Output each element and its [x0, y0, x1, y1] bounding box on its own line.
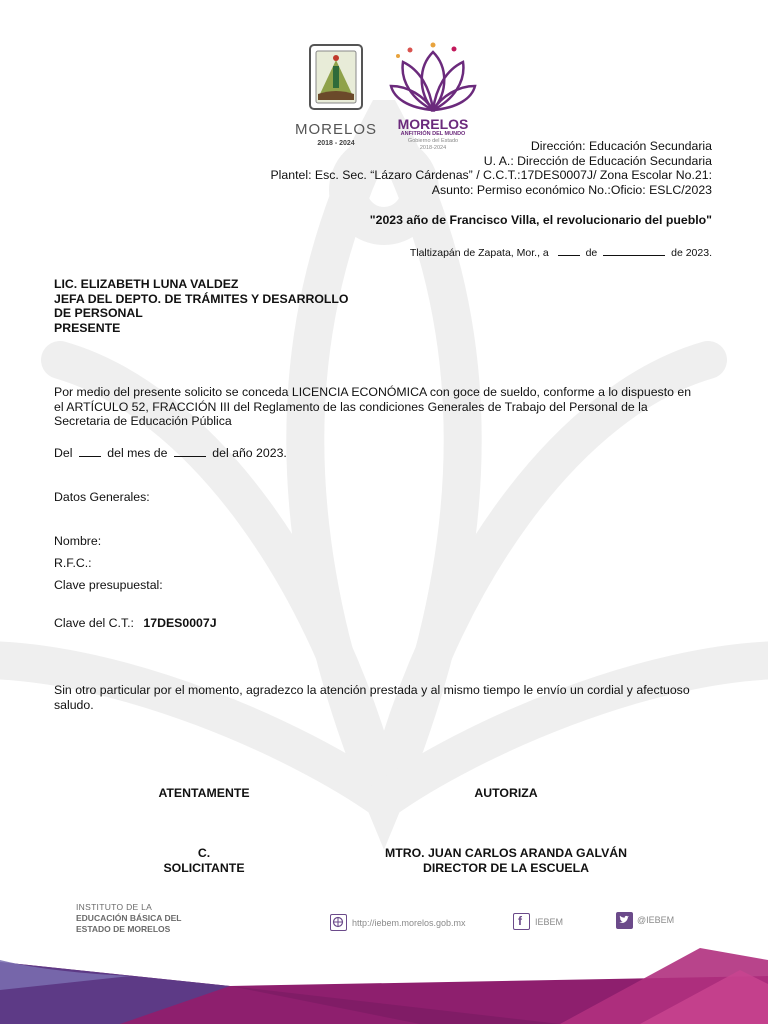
day-blank: [558, 244, 580, 256]
iebem-logo: [76, 902, 181, 935]
twitter-link[interactable]: [616, 911, 686, 931]
header-asunto: Asunto: Permiso económico No.:Oficio: ESLC/2023: [431, 182, 712, 197]
place-date-line: [192, 244, 712, 260]
place-de: de: [585, 247, 598, 259]
state-years: 2018 - 2024: [317, 140, 355, 147]
lotus-flower-icon: [388, 42, 478, 112]
datos-generales: Datos Generales:: [54, 490, 150, 504]
request-line-1: Por medio del presente solicito se conceda LICENCIA ECONÓMICA con goce de sueldo, conforme a lo dispuesto en: [54, 385, 692, 399]
sign-left-name: C.: [197, 846, 211, 860]
facebook-link[interactable]: [513, 912, 573, 932]
seal-icon: [288, 42, 384, 114]
dates-del: Del: [54, 446, 73, 460]
recipient-name: LIC. ELIZABETH LUNA VALDEZ: [54, 277, 239, 291]
year-motto: "2023 año de Francisco Villa, el revolucionario del pueblo": [369, 213, 712, 227]
request-line-3: Secretaria de Educación Pública: [54, 414, 232, 428]
footer-wave-band: [0, 940, 768, 1024]
twitter-text: @IEBEM: [637, 915, 675, 925]
gov-morelos-logo: [388, 42, 478, 150]
recipient-block: [54, 277, 349, 335]
clave-ct-value: 17DES0007J: [143, 616, 217, 630]
gov-tagline: ANFITRIÓN DEL MUNDO: [400, 131, 466, 137]
gov-name: MORELOS: [397, 116, 469, 132]
clave-ct-label: Clave del C.T.:: [54, 616, 134, 630]
request-paragraph: [54, 385, 734, 429]
recipient-title-cont: DE PERSONAL: [54, 306, 143, 320]
header-plantel: Plantel: Esc. Sec. “Lázaro Cárdenas” / C.C.T.:17DES0007J/ Zona Escolar No.21:: [270, 168, 712, 182]
header-direccion: Dirección: Educación Secundaria: [530, 139, 712, 153]
state-name: MORELOS: [294, 121, 377, 138]
sign-right-role: DIRECTOR DE LA ESCUELA: [422, 860, 590, 875]
website-text: http://iebem.morelos.gob.mx: [352, 918, 466, 928]
gov-sub1: Gobierno del Estado: [407, 138, 459, 144]
website-link[interactable]: [330, 913, 480, 933]
closing-line-1: Sin otro particular por el momento, agradezco la atención prestada y al mismo tiempo le envío un cordial y afectuoso: [54, 683, 690, 697]
closing-paragraph: [54, 683, 734, 712]
recipient-presente: PRESENTE: [54, 320, 121, 335]
sign-left-block: [104, 846, 304, 875]
gov-sub2: 2018-2024: [419, 145, 447, 151]
recipient-title: JEFA DEL DEPTO. DE TRÁMITES Y DESARROLLO: [54, 291, 349, 306]
iebem-line-3: ESTADO DE MORELOS: [76, 924, 171, 934]
iebem-line-2: EDUCACIÓN BÁSICA DEL: [76, 913, 182, 923]
month-range-blank: [174, 445, 206, 457]
facebook-text: IEBEM: [535, 917, 564, 927]
month-blank: [603, 244, 665, 256]
sign-right-name: MTRO. JUAN CARLOS ARANDA GALVÁN: [384, 846, 628, 860]
request-line-2: el ARTÍCULO 52, FRACCIÓN III del Reglamento de las condiciones Generales de Trabajo del Personal de la: [54, 399, 648, 414]
place-prefix: Tlaltizapán de Zapata, Mor., a: [409, 247, 549, 259]
clave-presupuestal-label: Clave presupuestal:: [54, 578, 163, 592]
dates-line: [54, 445, 287, 461]
day-range-blank: [79, 445, 101, 457]
globe-icon: [330, 914, 347, 931]
clave-ct-line: [54, 616, 217, 631]
dates-anio: del año 2023.: [212, 446, 287, 460]
place-suffix: de 2023.: [671, 247, 712, 259]
twitter-icon: [616, 912, 633, 929]
sign-right-title: AUTORIZA: [474, 786, 538, 800]
closing-line-2: saludo.: [54, 697, 94, 712]
sign-right-block: [346, 846, 666, 875]
nombre-label: Nombre:: [54, 534, 102, 548]
header-unidad: U. A.: Dirección de Educación Secundaria: [483, 153, 712, 168]
sign-left-title: ATENTAMENTE: [158, 786, 250, 800]
facebook-icon: f: [513, 913, 530, 930]
dates-mes: del mes de: [107, 446, 168, 460]
iebem-line-1: INSTITUTO DE LA: [76, 902, 153, 912]
header-info: [192, 139, 712, 197]
rfc-label: R.F.C.:: [54, 556, 92, 570]
sign-left-role: SOLICITANTE: [163, 860, 245, 875]
watermark-lotus: [0, 100, 768, 960]
state-seal-logo: [288, 42, 384, 147]
